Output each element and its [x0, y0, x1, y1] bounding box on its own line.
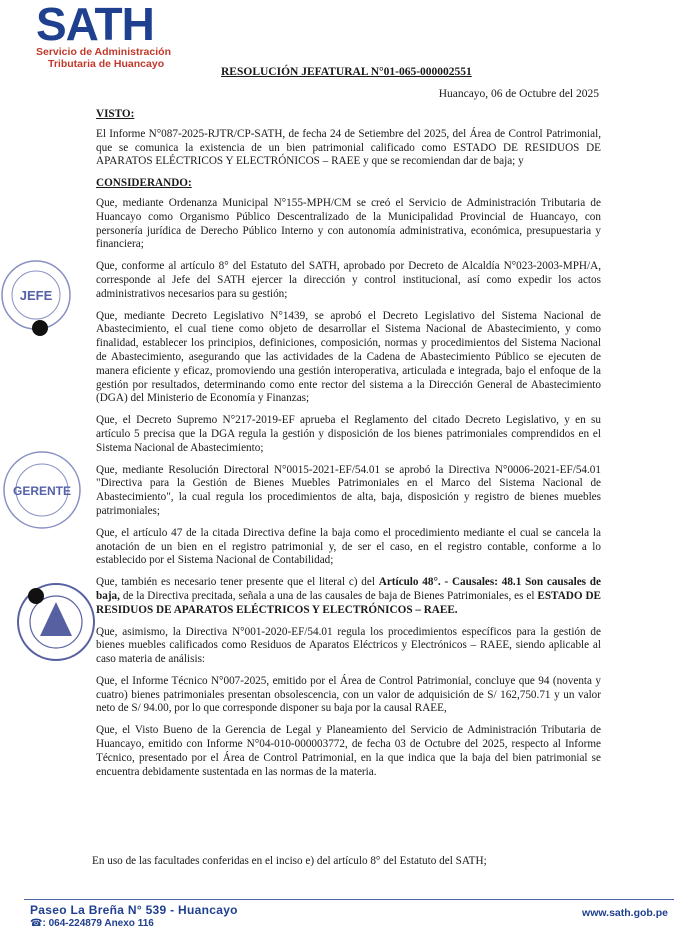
considerando-paragraph-6: Que, el artículo 47 de la citada Directiva define la baja como el procedimiento mediante el cual se cancela la anotación de un bien en el registro patrimonial y, de ser el caso, en el registro contable, conforme a lo establecido por el Sistema Nacional de Contabilidad;: [96, 526, 601, 567]
document-body: [96, 108, 601, 787]
considerando-heading: CONSIDERANDO:: [96, 177, 192, 190]
p7-text-c: de la Directiva precitada, señala a una de las causales de baja de Bienes Patrimoniales, es el: [119, 589, 538, 602]
logo-subtitle-line1: Servicio de Administración: [36, 46, 171, 58]
footer-address: Paseo La Breña N° 539 - Huancayo: [30, 903, 238, 917]
seal-stamp: [8, 580, 104, 664]
closing-statement: En uso de las facultades conferidas en el inciso e) del artículo 8° del Estatuto del SATH;: [92, 855, 487, 867]
considerando-paragraph-1: Que, mediante Ordenanza Municipal N°155-MPH/CM se creó el Servicio de Administración Tributaria de Huancayo como Organismo Público Descentralizado de la Municipalidad Provincial de Huancayo, con personería jurídica de Derecho Público Interno y con autonomía administrativa, económica, presupuestaria y financiera;: [96, 196, 601, 251]
considerando-paragraph-9: Que, el Informe Técnico N°007-2025, emitido por el Área de Control Patrimonial, concluye que 94 (noventa y cuatro) bienes patrimoniales presentan obsolescencia, con un valor de adquisición de S/ 162,750.71 y un valor neto de S/ 94.00, por lo que corresponde disponer su baja por la causal RAEE,: [96, 674, 601, 715]
considerando-paragraph-7: [96, 576, 601, 617]
sath-logo: [36, 2, 196, 70]
gerente-stamp: [0, 445, 88, 535]
footer-divider: [24, 899, 674, 900]
document-date: Huancayo, 06 de Octubre del 2025: [438, 88, 599, 100]
p7-text-a: Que, también es necesario tener presente que el literal c) del: [96, 576, 379, 589]
gerente-stamp-label: GERENTE: [12, 484, 72, 498]
footer-phone: ☎: 064-224879 Anexo 116: [30, 918, 154, 929]
hole-punch-2: [28, 588, 44, 604]
resolution-title: RESOLUCIÓN JEFATURAL N°01-065-000002551: [221, 66, 472, 78]
considerando-paragraph-5: Que, mediante Resolución Directoral N°0015-2021-EF/54.01 se aprobó la Directiva N°0006-2021-EF/54.01 "Directiva para la Gestión de Bienes Muebles Patrimoniales en el Marco del Sistema Nacional de Abastecimiento", la cual regula los procedimientos de alta, baja, disposición y registro de bienes muebles patrimoniales;: [96, 463, 601, 517]
p7-raee-bold: ESTADO DE RESIDUOS DE APARATOS ELÉCTRICOS Y ELECTRÓNICOS – RAEE.: [96, 589, 601, 616]
footer-website[interactable]: www.sath.gob.pe: [582, 907, 668, 919]
visto-paragraph: El Informe N°087-2025-RJTR/CP-SATH, de fecha 24 de Setiembre del 2025, del Área de Control Patrimonial, que se comunica la existencia de un bien patrimonial calificado como ESTADO DE RESIDUOS DE APARATOS ELÉCTRICOS Y ELECTRÓNICOS – RAEE y que se recomiendan dar de baja; y: [96, 127, 601, 168]
considerando-paragraph-8: Que, asimismo, la Directiva N°001-2020-EF/54.01 regula los procedimientos específicos para la gestión de bienes muebles calificados como Residuos de Aparatos Eléctricos y Electrónicos – RAEE, siendo aplicable al caso materia de análisis:: [96, 625, 601, 666]
p7-article-bold: Artículo 48°. - Causales: 48.1 Son causales de baja,: [96, 576, 601, 602]
visto-heading: VISTO:: [96, 108, 135, 120]
considerando-paragraph-3: Que, mediante Decreto Legislativo N°1439, se aprobó el Decreto Legislativo del Sistema Nacional de Abastecimiento, el cual tiene como objeto de desarrollar el Sistema Nacional de Abastecimiento, y como finalidad, establecer los principios, definiciones, composición, normas y procedimientos del Sistema Nacional de Abastecimiento, asegurando que las actividades de la Cadena de Abastecimiento Público se ejecuten de manera eficiente y eficaz, promoviendo una gestión interoperativa, articulada e integrada, bajo el enfoque de la gestión por resultados, determinando como ente rector del sistema a la Dirección General de Abastecimiento (DGA) del Ministerio de Economía y Finanzas;: [96, 309, 601, 405]
considerando-paragraph-10: Que, el Visto Bueno de la Gerencia de Legal y Planeamiento del Servicio de Administración Tributaria de Huancayo, emitido con Informe N°04-010-000003772, de fecha 03 de Octubre del 2025, respecto al Informe Técnico, presentado por el Área de Control Patrimonial, en la que indica que la baja del bien patrimonial se encuentra debidamente sustentada en las normas de la materia.: [96, 724, 601, 778]
logo-subtitle-line2: Tributaria de Huancayo: [48, 58, 165, 70]
hole-punch-1: [32, 320, 48, 336]
considerando-paragraph-2: Que, conforme al artículo 8° del Estatuto del SATH, aprobado por Decreto de Alcaldía N°023-2003-MPH/A, corresponde al Jefe del SATH ejercer la dirección y control institucional, así como expedir los actos administrativos necesarios para su gestión;: [96, 260, 601, 300]
jefe-stamp-label: JEFE: [19, 288, 53, 303]
logo-wordmark: SATH: [36, 0, 154, 50]
considerando-paragraph-4: Que, el Decreto Supremo N°217-2019-EF aprueba el Reglamento del citado Decreto Legislativo, y en su artículo 5 precisa que la DGA regula la gestión y disposición de los bienes patrimoniales comprendidos en el Sistema Nacional de Abastecimiento;: [96, 414, 601, 454]
